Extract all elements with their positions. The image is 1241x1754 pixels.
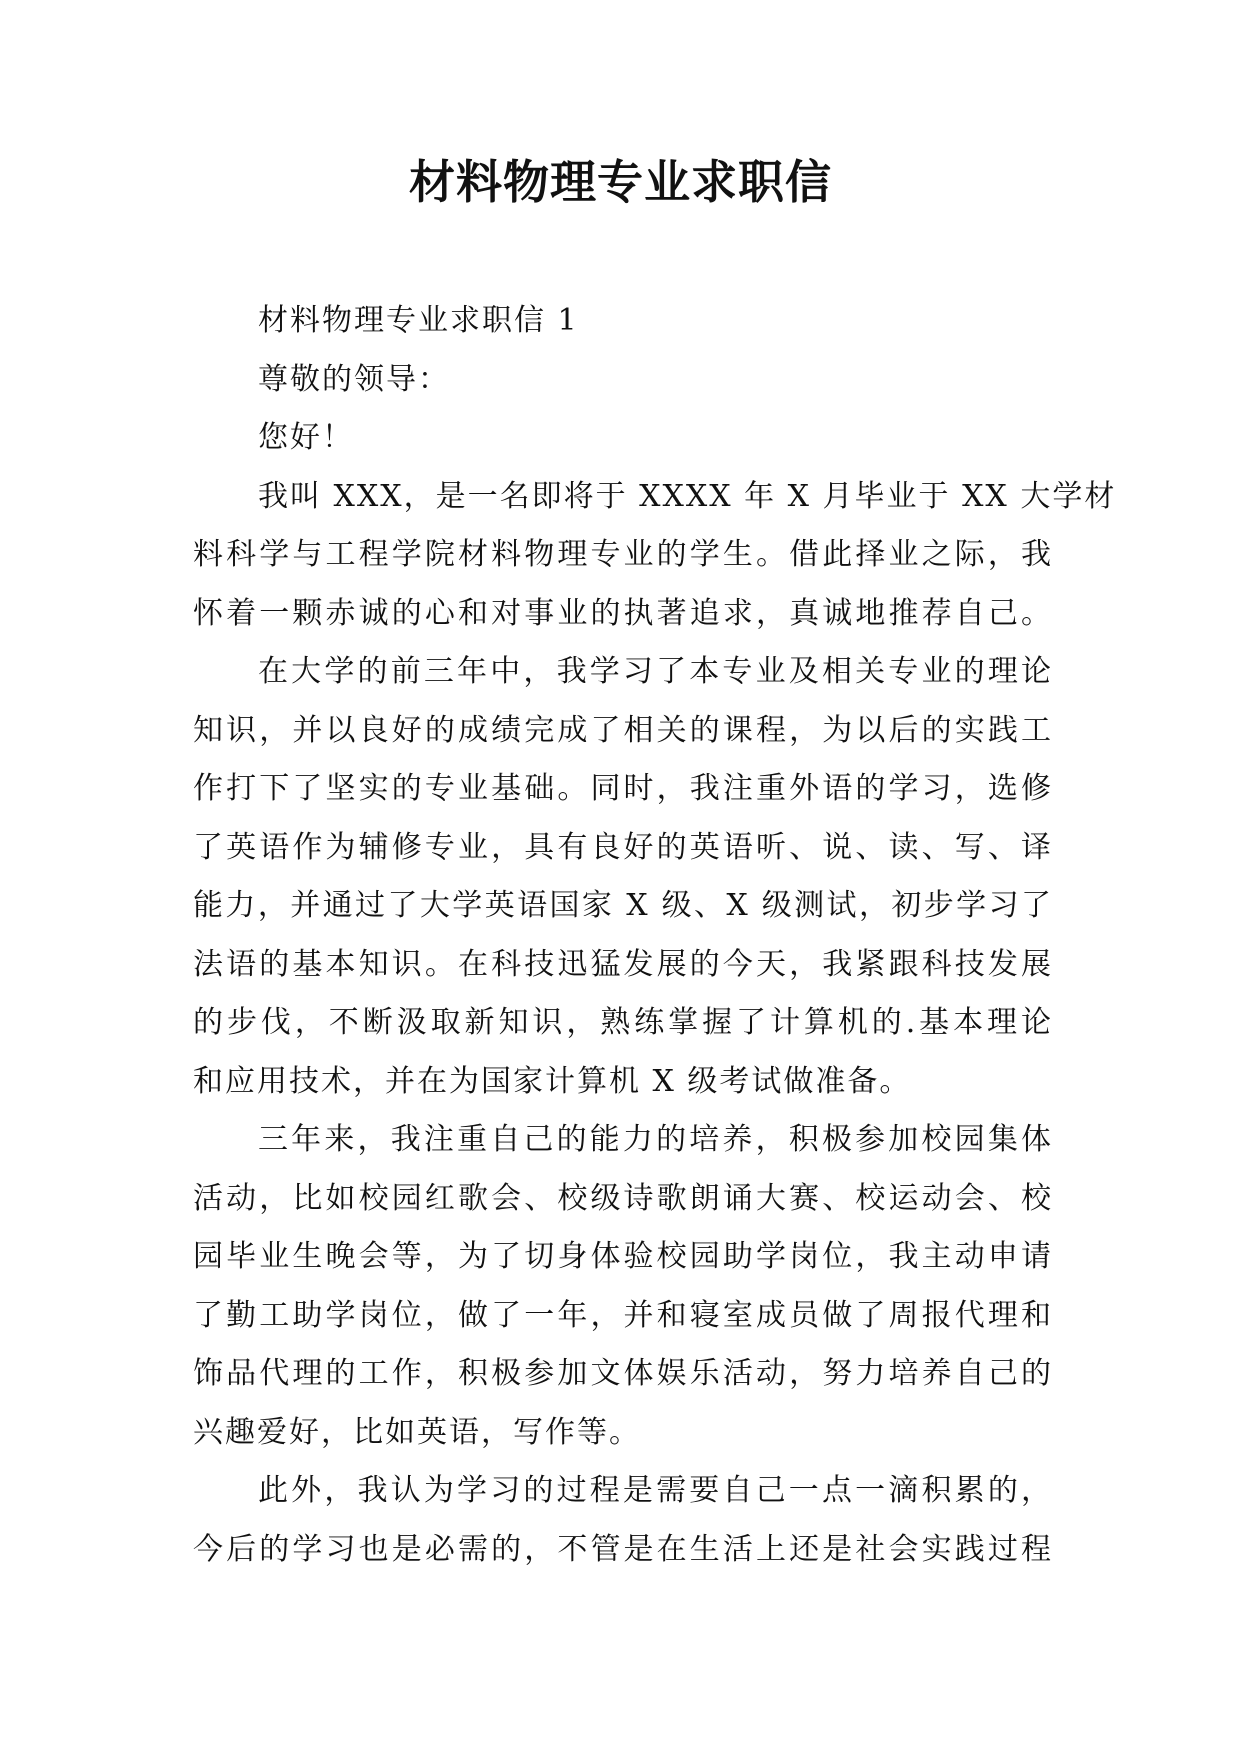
paragraph-line: 了英语作为辅修专业，具有良好的英语听、说、读、写、译 [193,829,1053,865]
paragraph-line: 和应用技术，并在为国家计算机 X 级考试做准备。 [193,1063,912,1099]
paragraph-line: 饰品代理的工作，积极参加文体娱乐活动，努力培养自己的 [193,1356,1053,1391]
document-body [193,292,1117,1579]
paragraph-line: 园毕业生晚会等，为了切身体验校园助学岗位，我主动申请 [193,1239,1053,1274]
paragraph-line: 我叫 XXX，是一名即将于 XXXX 年 X 月毕业于 XX 大学材 [258,478,1117,514]
paragraph-line: 知识，并以良好的成绩完成了相关的课程，为以后的实践工 [193,712,1053,748]
paragraph-line: 法语的基本知识。在科技迅猛发展的今天，我紧跟科技发展 [193,946,1053,982]
subtitle-line: 材料物理专业求职信 1 [258,303,579,338]
paragraph-line: 的步伐，不断汲取新知识，熟练掌握了计算机的.基本理论 [193,1005,1053,1040]
paragraph-line: 怀着一颗赤诚的心和对事业的执著追求，真诚地推荐自己。 [193,595,1053,631]
paragraph-line: 此外，我认为学习的过程是需要自己一点一滴积累的， [258,1473,1053,1508]
paragraph-line: 在大学的前三年中，我学习了本专业及相关专业的理论 [258,654,1053,689]
paragraph-line: 了勤工助学岗位，做了一年，并和寝室成员做了周报代理和 [193,1297,1053,1333]
paragraph-line: 兴趣爱好，比如英语，写作等。 [193,1414,641,1450]
greeting-line: 您好！ [258,420,354,455]
paragraph-line: 活动，比如校园红歌会、校级诗歌朗诵大赛、校运动会、校 [193,1180,1053,1216]
paragraph-line: 三年来，我注重自己的能力的培养，积极参加校园集体 [258,1122,1053,1157]
salutation-line: 尊敬的领导： [258,361,450,397]
paragraph-line: 今后的学习也是必需的，不管是在生活上还是社会实践过程 [193,1531,1053,1567]
paragraph-line: 作打下了坚实的专业基础。同时，我注重外语的学习，选修 [193,771,1053,806]
paragraph-line: 能力，并通过了大学英语国家 X 级、X 级测试，初步学习了 [193,888,1053,923]
document-title: 材料物理专业求职信 [409,155,832,209]
paragraph-line: 料科学与工程学院材料物理专业的学生。借此择业之际，我 [193,537,1053,572]
